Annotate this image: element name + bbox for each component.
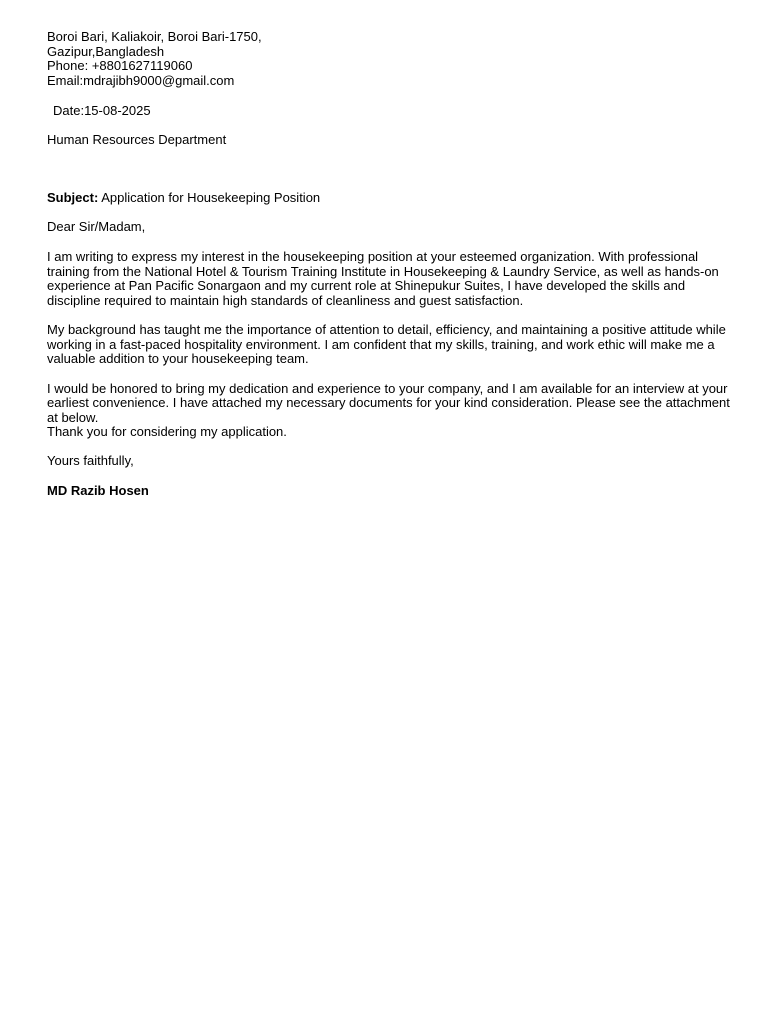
signature-name: MD Razib Hosen <box>47 483 149 498</box>
subject-line <box>47 191 320 206</box>
body-paragraph-3-line: I would be honored to bring my dedication and experience to your company, and I am available for an interview at your <box>47 381 728 396</box>
body-paragraph-3-line: at below. <box>47 410 99 425</box>
body-paragraph-1-line: training from the National Hotel & Tourism Training Institute in Housekeeping & Laundry Service, as well as hands-on <box>47 264 719 279</box>
sender-email: Email:mdrajibh9000@gmail.com <box>47 73 235 88</box>
body-paragraph-2-line: working in a fast-paced hospitality environment. I am confident that my skills, training, and work ethic will make me a <box>47 337 715 352</box>
closing: Yours faithfully, <box>47 453 134 468</box>
letter-date: Date:15-08-2025 <box>53 103 151 118</box>
salutation: Dear Sir/Madam, <box>47 219 146 234</box>
body-paragraph-3-line: Thank you for considering my application. <box>47 424 287 439</box>
sender-address-line1: Boroi Bari, Kaliakoir, Boroi Bari-1750, <box>47 29 262 44</box>
body-paragraph-1-line: discipline required to maintain high standards of cleanliness and guest satisfaction. <box>47 293 524 308</box>
subject-text: Application for Housekeeping Position <box>98 190 321 205</box>
body-paragraph-2-line: My background has taught me the importance of attention to detail, efficiency, and maintaining a positive attitude while <box>47 322 726 337</box>
recipient-department: Human Resources Department <box>47 132 227 147</box>
subject-label: Subject: <box>47 190 99 205</box>
body-paragraph-3-line: earliest convenience. I have attached my necessary documents for your kind consideration. Please see the attachment <box>47 395 730 410</box>
body-paragraph-1-line: I am writing to express my interest in the housekeeping position at your esteemed organization. With professional <box>47 249 699 264</box>
sender-phone: Phone: +8801627119060 <box>47 58 193 73</box>
sender-address-line2: Gazipur,Bangladesh <box>47 44 165 59</box>
body-paragraph-1-line: experience at Pan Pacific Sonargaon and my current role at Shinepukur Suites, I have developed the skills and <box>47 278 686 293</box>
body-paragraph-2-line: valuable addition to your housekeeping team. <box>47 351 309 366</box>
